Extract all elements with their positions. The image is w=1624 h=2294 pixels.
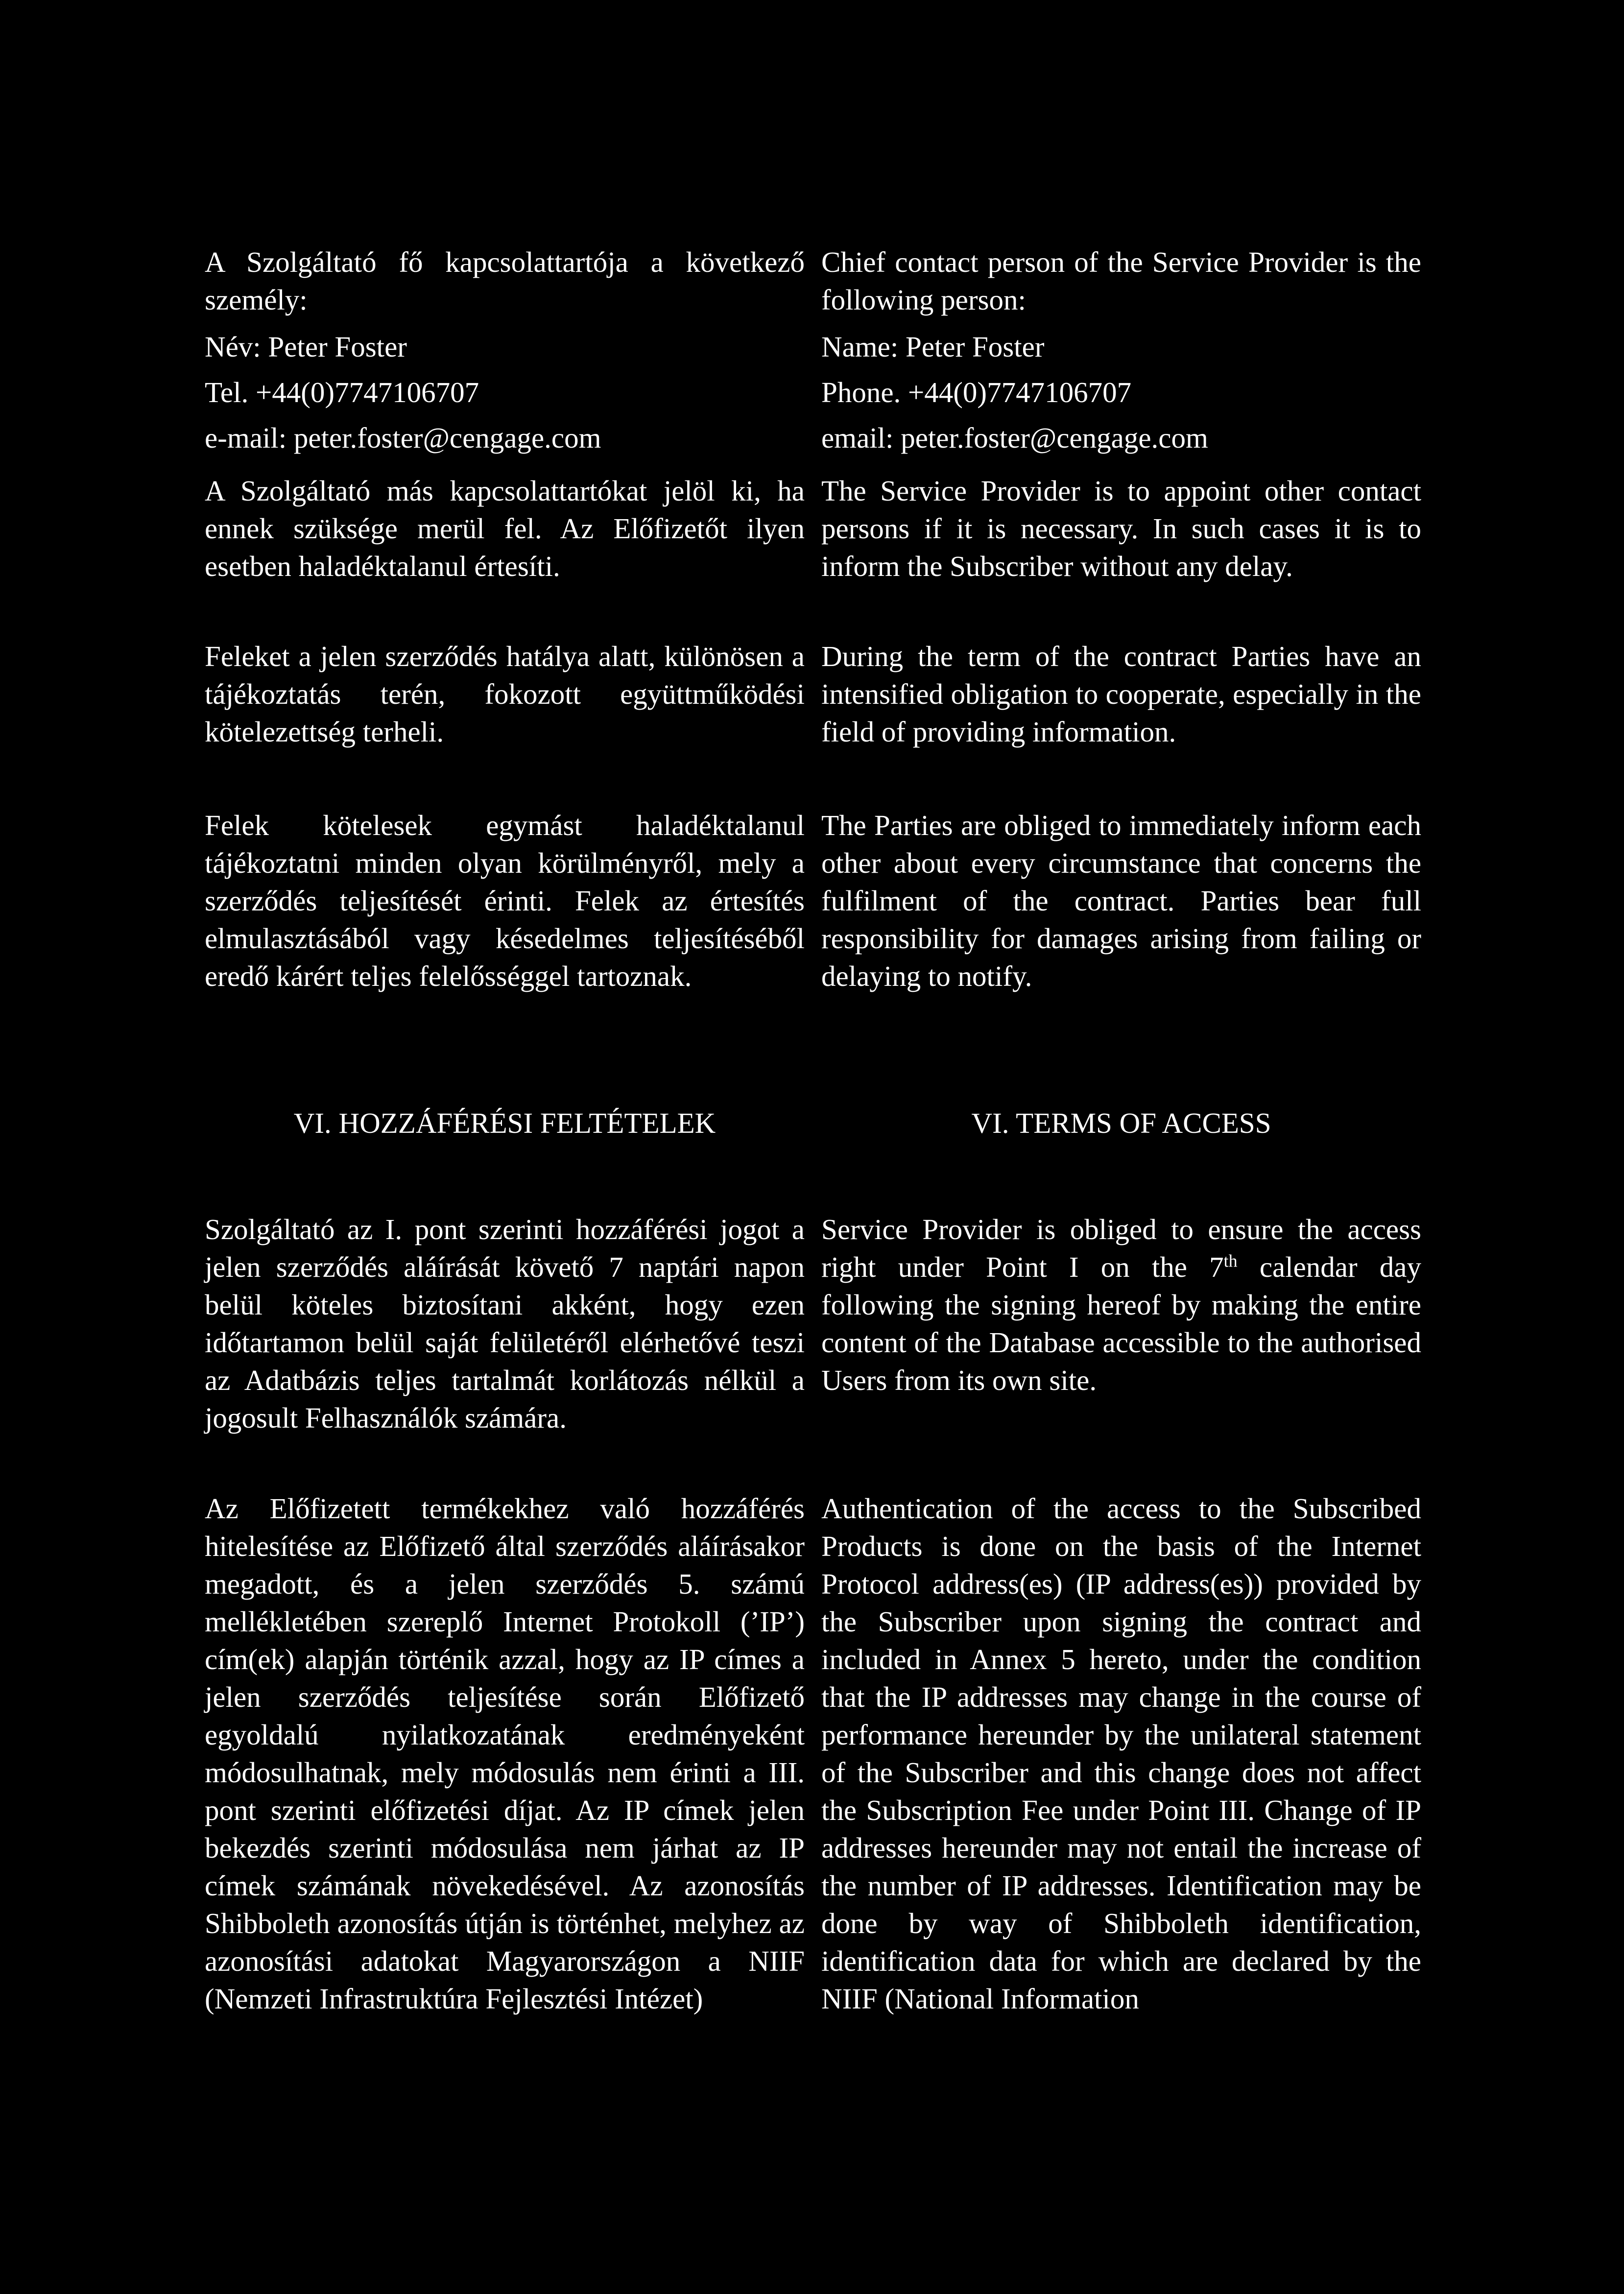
hu-authentication: Az Előfizetett termékekhez való hozzáférés hitelesítése az Előfizető által szerződés aláírásakor megadott, és a jelen szerződés 5. számú mellékletében szereplő Internet Protokoll (’IP’) cím(ek) alapján történik azzal, hogy az IP címes a jelen szerződés teljesítése során Előfizető egyoldalú nyilatkozatának eredményeként módosulhatnak, mely módosulás nem érinti a III. pont szerinti előfizetési díjat. Az IP címek jelen bekezdés szerinti módosulása nem járhat az IP címek számának növekedésével. Az azonosítás Shibboleth azonosítás útján is történhet, melyhez az azonosítási adatokat Magyarországon a NIIF (Nemzeti Infrastruktúra Fejlesztési Intézet): [205, 1492, 805, 2015]
en-contact-name: Name: Peter Foster: [821, 331, 1045, 363]
hu-section-title: VI. HOZZÁFÉRÉSI FELTÉTELEK: [293, 1107, 716, 1139]
hu-access-right: Szolgáltató az I. pont szerinti hozzáférési jogot a jelen szerződés aláírását követő 7 naptári napon belül köteles biztosítani akként, hogy ezen időtartamon belül saját felületéről elérhetővé teszi az Adatbázis teljes tartalmát korlátozás nélkül a jogosult Felhasználók számára.: [205, 1213, 805, 1434]
en-section-title: VI. TERMS OF ACCESS: [971, 1107, 1271, 1139]
hu-cooperation: Feleket a jelen szerződés hatálya alatt, különösen a tájékoztatás terén, fokozott együttműködési kötelezettség terheli.: [205, 640, 805, 748]
en-authentication: Authentication of the access to the Subscribed Products is done on the basis of the Internet Protocol address(es) (IP address(es)) provided by the Subscriber upon signing the contract and included in Annex 5 hereto, under the condition that the IP addresses may change in the course of performance hereunder by the unilateral statement of the Subscriber and this change does not affect the Subscription Fee under Point III. Change of IP addresses hereunder may not entail the increase of the number of IP addresses. Identification may be done by way of Shibboleth identification, identification data for which are declared by the NIIF (National Information: [821, 1492, 1421, 2015]
en-notification: The Parties are obliged to immediately inform each other about every circumstance that concerns the fulfilment of the contract. Parties bear full responsibility for damages arising from failing or delaying to notify.: [821, 809, 1421, 992]
en-access-right: [821, 1211, 1421, 1399]
en-contact-phone: Phone. +44(0)7747106707: [821, 376, 1132, 408]
hu-contact-phone: Tel. +44(0)7747106707: [205, 376, 479, 408]
hu-contact-name: Név: Peter Foster: [205, 331, 407, 363]
en-access-right-part1: Service Provider is obliged to ensure the access right under Point I on the 7: [821, 1213, 1421, 1283]
en-other-contacts: The Service Provider is to appoint other contact persons if it is necessary. In such cases it is to inform the Subscriber without any delay.: [821, 475, 1421, 582]
en-cooperation: During the term of the contract Parties have an intensified obligation to cooperate, especially in the field of providing information.: [821, 640, 1421, 748]
en-contact-intro: Chief contact person of the Service Provider is the following person:: [821, 246, 1421, 316]
hu-contact-intro: A Szolgáltató fő kapcsolattartója a következő személy:: [205, 246, 805, 316]
en-contact-email: email: peter.foster@cengage.com: [821, 422, 1208, 454]
en-access-right-ordinal: th: [1223, 1251, 1238, 1271]
en-access-right-part2: calendar day following the signing hereof by making the entire content of the Database accessible to the authorised Users from its own site.: [821, 1251, 1421, 1396]
hu-contact-email: e-mail: peter.foster@cengage.com: [205, 422, 601, 454]
hu-other-contacts: A Szolgáltató más kapcsolattartókat jelöl ki, ha ennek szüksége merül fel. Az Előfizetőt ilyen esetben haladéktalanul értesíti.: [205, 475, 805, 582]
hu-notification: Felek kötelesek egymást haladéktalanul tájékoztatni minden olyan körülményről, mely a szerződés teljesítését érinti. Felek az értesítés elmulasztásából vagy késedelmes teljesítéséből eredő kárért teljes felelősséggel tartoznak.: [205, 809, 805, 992]
